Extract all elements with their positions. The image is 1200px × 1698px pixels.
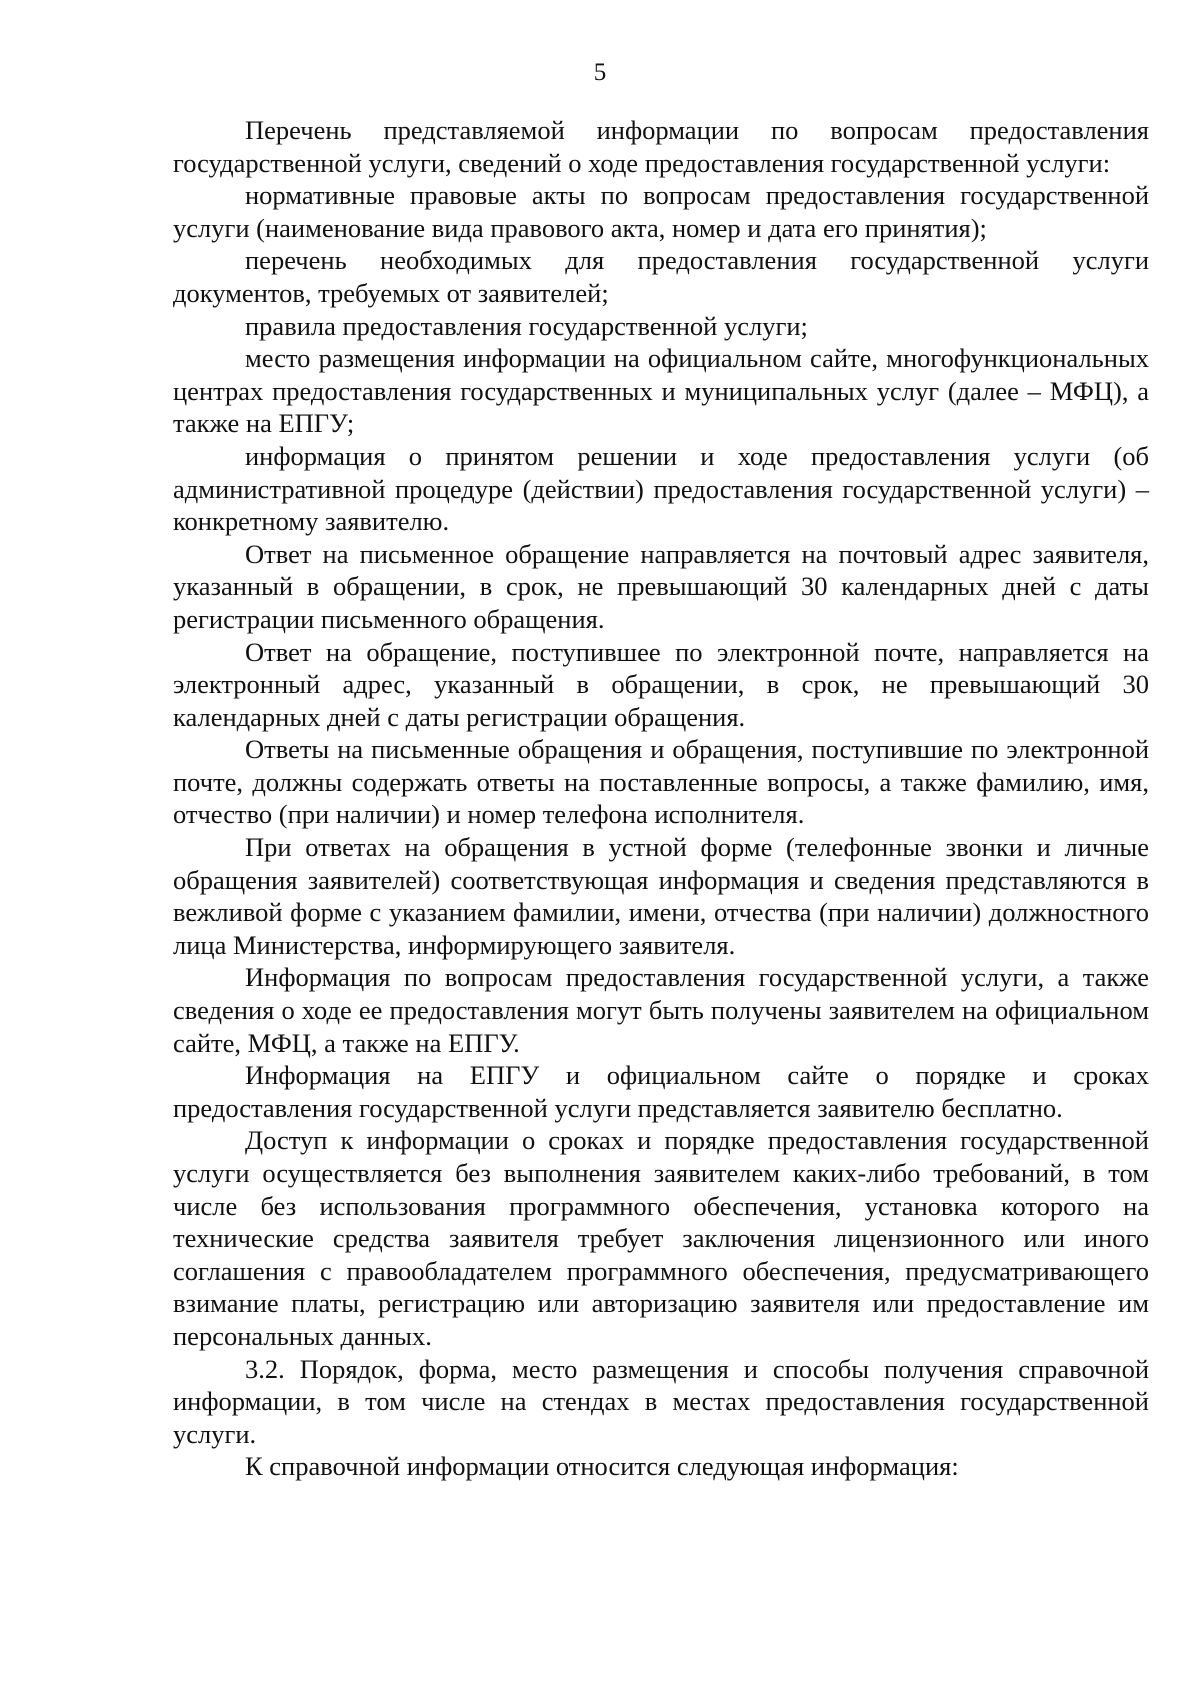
paragraph-email-reply: Ответ на обращение, поступившее по электронной почте, направляется на электронный адрес, указанный в обращении, в срок, не превышающий 30 календарных дней с даты регистрации обращения. [173,636,1149,732]
paragraph-required-documents: перечень необходимых для предоставления государственной услуги документов, требуемых от заявителей; [173,245,1149,308]
paragraph-normative-acts: нормативные правовые акты по вопросам предоставления государственной услуги (наименование вида правового акта, номер и дата его принятия); [173,180,1149,243]
document-body [173,114,1149,1483]
paragraph-information-access: Доступ к информации о сроках и порядке предоставления государственной услуги осуществляется без выполнения заявителем каких-либо требований, в том числе без использования программного обеспечения, установка которого на технические средства заявителя требует заключения лицензионного или иного соглашения с правообладателем программного обеспечения, предусматривающего взимание платы, регистрацию или авторизацию заявителя или предоставление им персональных данных. [173,1125,1149,1351]
page-number: 5 [593,59,607,86]
paragraph-oral-reply: При ответах на обращения в устной форме (телефонные звонки и личные обращения заявителей) соответствующая информация и сведения представляются в вежливой форме с указанием фамилии, имени, отчества (при наличии) должностного лица Министерства, информирующего заявителя. [173,832,1149,960]
paragraph-information-placement: место размещения информации на официальном сайте, многофункциональных центрах предоставления государственных и муниципальных услуг (далее – МФЦ), а также на ЕПГУ; [173,343,1149,439]
paragraph-service-rules: правила предоставления государственной услуги; [245,310,808,341]
paragraph-reply-contents: Ответы на письменные обращения и обращения, поступившие по электронной почте, должны содержать ответы на поставленные вопросы, а также фамилию, имя, отчество (при наличии) и номер телефона исполнителя. [173,734,1149,830]
paragraph-free-information: Информация на ЕПГУ и официальном сайте о порядке и сроках предоставления государственной услуги представляется заявителю бесплатно. [173,1060,1149,1123]
paragraph-written-reply: Ответ на письменное обращение направляется на почтовый адрес заявителя, указанный в обращении, в срок, не превышающий 30 календарных дней с даты регистрации письменного обращения. [173,538,1149,634]
section-3-2-heading: 3.2. Порядок, форма, место размещения и способы получения справочной информации, в том числе на стендах в местах предоставления государственной услуги. [173,1353,1149,1449]
paragraph-information-sources: Информация по вопросам предоставления государственной услуги, а также сведения о ходе ее предоставления могут быть получены заявителем на официальном сайте, МФЦ, а также на ЕПГУ. [173,962,1149,1058]
paragraph-information-list-intro: Перечень представляемой информации по вопросам предоставления государственной услуги, сведений о ходе предоставления государственной услуги: [173,115,1149,178]
paragraph-reference-information: К справочной информации относится следующая информация: [245,1451,959,1482]
paragraph-decision-information: информация о принятом решении и ходе предоставления услуги (об административной процедуре (действии) предоставления государственной услуги) – конкретному заявителю. [173,440,1149,537]
